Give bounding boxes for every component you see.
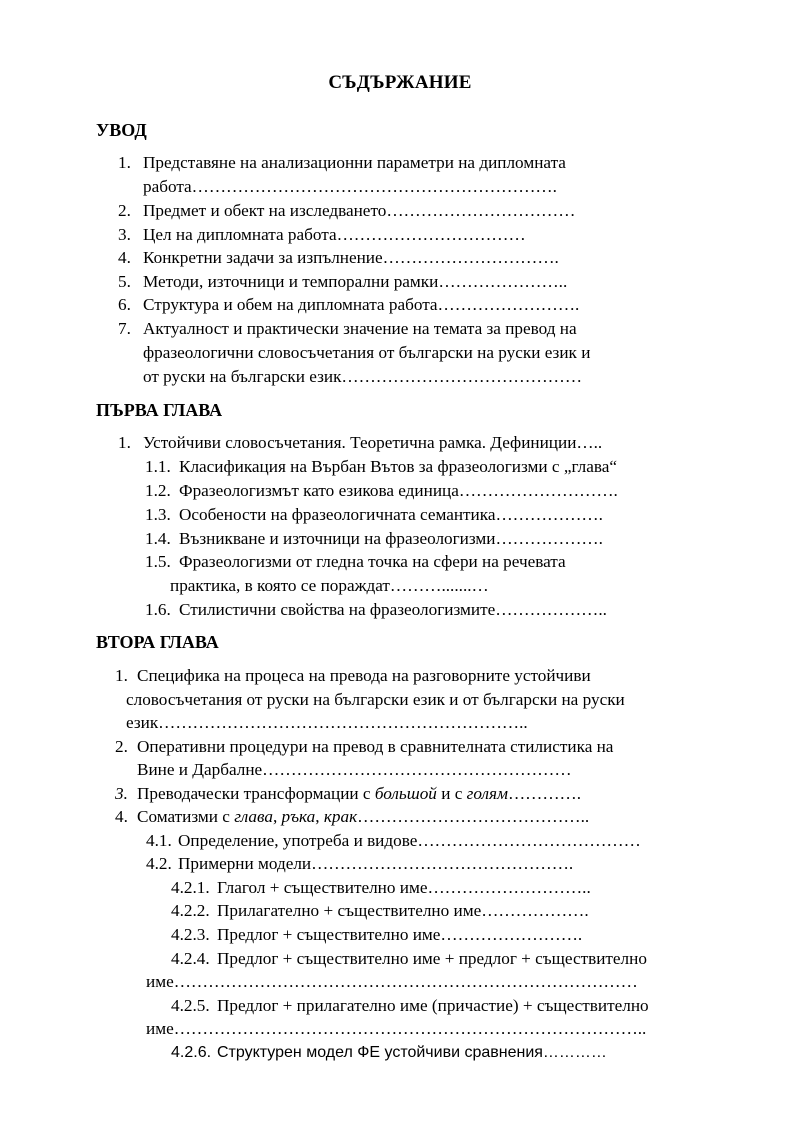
toc-entry: 2. Предмет и обект на изследването…………………………… <box>118 201 576 220</box>
toc-entry: 6. Структура и обем на дипломната работа……………………. <box>118 295 580 314</box>
toc-entry-continuation: език……………………………………………………….. <box>126 713 528 732</box>
toc-entry: 2. Оперативни процедури на превод в сравнителната стилистика на <box>115 737 614 756</box>
toc-entry: 4. Соматизми с глава, ръка, крак………………………………….. <box>115 807 590 826</box>
toc-entry: 1. Специфика на процеса на превода на разговорните устойчиви <box>115 666 591 685</box>
toc-subentry: 1.4. Възникване и източници на фразеологизми………………. <box>145 529 603 548</box>
toc-subentry: 1.3. Особености на фразеологичната семантика………………. <box>145 505 603 524</box>
toc-subsubentry: 4.2.3. Предлог + съществително име……………………. <box>171 925 583 944</box>
toc-subsubentry: 4.2.6. Структурен модел ФЕ устойчиви сравнения………… <box>171 1044 607 1061</box>
toc-subentry: 1.1. Класификация на Върбан Вътов за фразеологизми с „глава“ <box>145 457 618 476</box>
toc-entry: 1. Устойчиви словосъчетания. Теоретична рамка. Дефиниции….. <box>118 433 603 452</box>
toc-subentry: 4.1. Определение, употреба и видове………………………………… <box>146 831 641 850</box>
toc-subsubentry: 4.2.1. Глагол + съществително име……………………….. <box>171 878 591 897</box>
section-heading-chapter1: ПЪРВА ГЛАВА <box>96 400 223 420</box>
toc-subsubentry: 4.2.5. Предлог + прилагателно име (причастие) + съществително <box>171 996 649 1015</box>
toc-entry: 7. Актуалност и практически значение на темата за превод на <box>118 319 577 338</box>
section-heading-chapter2: ВТОРА ГЛАВА <box>96 632 219 652</box>
toc-subentry: 1.5. Фразеологизми от гледна точка на сфери на речевата <box>145 552 566 571</box>
toc-entry: 3. Преводачески трансформации с большой и с голям…………. <box>115 784 581 803</box>
toc-entry-continuation: име……………………………………………………………………… <box>146 972 638 991</box>
toc-subsubentry: 4.2.2. Прилагателно + съществително име………………. <box>171 901 589 920</box>
section-heading-intro: УВОД <box>96 120 147 140</box>
toc-entry-continuation: работа………………………………………………………. <box>143 177 557 196</box>
toc-entry-continuation: практика, в която се пораждат……….......… <box>170 576 489 595</box>
toc-entry: 5. Методи, източници и темпорални рамки………………….. <box>118 272 568 291</box>
toc-entry-continuation: от руски на български език…………………………………… <box>143 367 583 386</box>
toc-entry: 1. Представяне на анализационни параметри на дипломната <box>118 153 566 172</box>
toc-entry-continuation: словосъчетания от руски на български език и от български на руски <box>126 690 625 709</box>
toc-entry-continuation: Вине и Дарбалне……………………………………………… <box>137 760 572 779</box>
toc-subentry: 1.6. Стилистични свойства на фразеологизмите……………….. <box>145 600 607 619</box>
toc-entry: 4. Конкретни задачи за изпълнение…………………………. <box>118 248 559 267</box>
toc-entry-continuation: име……………………………………………………………………….. <box>146 1019 647 1038</box>
page-title: СЪДЪРЖАНИЕ <box>328 72 472 93</box>
toc-entry: 3. Цел на дипломната работа…………………………… <box>118 225 526 244</box>
toc-subentry: 4.2. Примерни модели………………………………………. <box>146 854 574 873</box>
toc-entry-continuation: фразеологични словосъчетания от български на руски език и <box>143 343 591 362</box>
toc-subentry: 1.2. Фразеологизмът като езикова единица………………………. <box>145 481 618 500</box>
toc-subsubentry: 4.2.4. Предлог + съществително име + предлог + съществително <box>171 949 647 968</box>
